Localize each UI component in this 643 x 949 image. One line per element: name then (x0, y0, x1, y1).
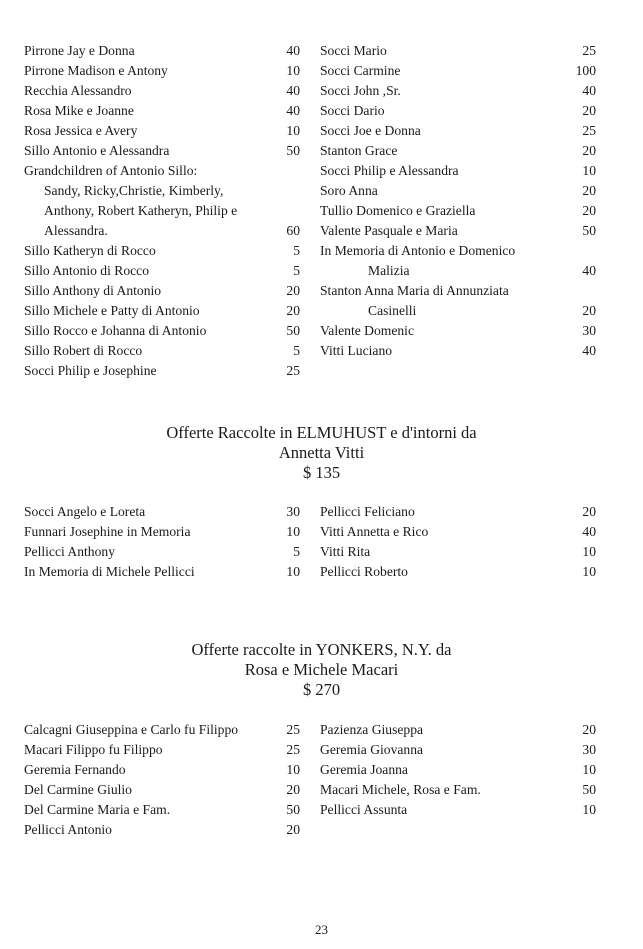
donation-amount: 20 (582, 504, 596, 519)
donor-name: Grandchildren of Antonio Sillo: (24, 163, 198, 178)
donor-name: Funnari Josephine in Memoria (24, 524, 191, 539)
list-item (300, 121, 596, 141)
donation-amount: 40 (582, 343, 596, 358)
list-item (24, 800, 300, 820)
donor-name: Pirrone Madison e Antony (24, 63, 168, 78)
list-item (300, 81, 596, 101)
list-item (24, 101, 300, 121)
list-item (24, 61, 300, 81)
donation-amount: 60 (286, 223, 300, 238)
donation-amount: 50 (286, 143, 300, 158)
list-item (24, 720, 300, 740)
list-item (24, 502, 300, 522)
list-item (24, 241, 300, 261)
donor-name: Sillo Katheryn di Rocco (24, 243, 156, 258)
list-item (24, 341, 300, 361)
donor-name: Del Carmine Maria e Fam. (24, 802, 171, 817)
donation-amount: 10 (582, 762, 596, 777)
donation-amount: 50 (286, 802, 300, 817)
donor-name: Vitti Annetta e Rico (320, 524, 429, 539)
list-item-continuation (300, 261, 596, 281)
list-item (300, 101, 596, 121)
donor-name: Macari Filippo fu Filippo (24, 742, 163, 757)
donation-amount: 5 (293, 263, 300, 278)
donor-name: Socci Carmine (320, 63, 401, 78)
donor-name: Sillo Antonio e Alessandra (24, 143, 170, 158)
donor-name: Socci John ,Sr. (320, 83, 401, 98)
donation-amount: 10 (582, 564, 596, 579)
list-item (300, 542, 596, 562)
donation-amount: 10 (286, 123, 300, 138)
donation-amount: 20 (582, 103, 596, 118)
section3-left-column (24, 720, 300, 840)
donation-amount: 10 (286, 524, 300, 539)
donor-name: In Memoria di Michele Pellicci (24, 564, 195, 579)
list-item (300, 522, 596, 542)
list-item (24, 81, 300, 101)
list-item (24, 562, 300, 582)
donation-amount: 10 (582, 544, 596, 559)
donor-name: Sandy, Ricky,Christie, Kimberly, (44, 183, 224, 198)
list-item (300, 321, 596, 341)
donor-name: Soro Anna (320, 183, 378, 198)
list-item (300, 562, 596, 582)
donation-amount: 20 (582, 143, 596, 158)
donation-amount: 40 (582, 524, 596, 539)
list-item-continuation (300, 301, 596, 321)
list-item (24, 301, 300, 321)
donation-amount: 10 (286, 564, 300, 579)
section1-right-column (300, 41, 596, 381)
donor-name: Pazienza Giuseppa (320, 722, 424, 737)
donation-amount: 20 (286, 303, 300, 318)
section3-heading-line1: Offerte raccolte in YONKERS, N.Y. da (191, 640, 452, 659)
donation-amount: 50 (582, 782, 596, 797)
donor-name: Rosa Jessica e Avery (24, 123, 138, 138)
donor-name: Socci Dario (320, 103, 385, 118)
donor-name: Anthony, Robert Katheryn, Philip e (44, 203, 238, 218)
section2-left-column (24, 502, 300, 582)
list-item (300, 221, 596, 241)
list-item (300, 61, 596, 81)
donation-amount: 10 (582, 802, 596, 817)
donor-name: Geremia Fernando (24, 762, 126, 777)
donation-amount: 25 (582, 43, 596, 58)
donation-amount: 30 (582, 323, 596, 338)
donor-name: Del Carmine Giulio (24, 782, 132, 797)
list-item (300, 181, 596, 201)
list-item (24, 141, 300, 161)
list-item (300, 161, 596, 181)
list-item (24, 542, 300, 562)
donation-amount: 10 (286, 63, 300, 78)
donation-amount: 20 (582, 203, 596, 218)
donor-name: Sillo Robert di Rocco (24, 343, 143, 358)
donation-amount: 40 (582, 263, 596, 278)
donation-amount: 20 (286, 782, 300, 797)
section1-list (24, 41, 596, 381)
donor-name: Malizia (368, 263, 410, 278)
donation-amount: 5 (293, 343, 300, 358)
donor-name: Calcagni Giuseppina e Carlo fu Filippo (24, 722, 239, 737)
list-item (300, 41, 596, 61)
list-item-continuation (24, 201, 300, 221)
donation-amount: 20 (286, 283, 300, 298)
list-item-continuation (24, 181, 300, 201)
donation-amount: 30 (582, 742, 596, 757)
donor-name: Geremia Joanna (320, 762, 408, 777)
section2-list (24, 502, 596, 582)
donor-name: Tullio Domenico e Graziella (320, 203, 476, 218)
donor-name: Recchia Alessandro (24, 83, 132, 98)
donation-amount: 40 (286, 43, 300, 58)
donation-amount: 40 (582, 83, 596, 98)
list-item (24, 121, 300, 141)
section3-heading-line2: Rosa e Michele Macari (244, 660, 399, 679)
donor-name: Valente Pasquale e Maria (320, 223, 458, 238)
list-item (300, 780, 596, 800)
donor-name: Pellicci Antonio (24, 822, 112, 837)
donor-name: Valente Domenic (320, 323, 414, 338)
donor-name: Socci Angelo e Loreta (24, 504, 146, 519)
donor-name: Stanton Anna Maria di Annunziata (320, 283, 509, 298)
donation-amount: 40 (286, 103, 300, 118)
donation-amount: 5 (293, 544, 300, 559)
list-item (300, 740, 596, 760)
list-item (300, 720, 596, 740)
donation-amount: 25 (286, 363, 300, 378)
section3-list (24, 720, 596, 840)
donor-name: Pellicci Anthony (24, 544, 115, 559)
donor-name: Casinelli (368, 303, 417, 318)
section2-heading-line2: Annetta Vitti (278, 443, 365, 462)
donation-amount: 40 (286, 83, 300, 98)
donor-name: Vitti Luciano (320, 343, 393, 358)
list-item (300, 241, 596, 261)
donation-amount: 25 (286, 742, 300, 757)
section3-right-column (300, 720, 596, 840)
donation-amount: 5 (293, 243, 300, 258)
donor-name: Pirrone Jay e Donna (24, 43, 135, 58)
list-item (300, 281, 596, 301)
section2-right-column (300, 502, 596, 582)
donation-amount: 20 (582, 722, 596, 737)
donation-amount: 20 (582, 303, 596, 318)
section2-heading-line1: Offerte Raccolte in ELMUHUST e d'intorni da (166, 423, 477, 442)
donation-amount: 30 (286, 504, 300, 519)
donor-name: Sillo Rocco e Johanna di Antonio (24, 323, 207, 338)
donor-name: Macari Michele, Rosa e Fam. (320, 782, 481, 797)
list-item (24, 261, 300, 281)
donor-name: Pellicci Roberto (320, 564, 408, 579)
donation-amount: 100 (575, 63, 596, 78)
donor-name: Pellicci Assunta (320, 802, 408, 817)
donor-name: Sillo Antonio di Rocco (24, 263, 149, 278)
donor-name: Socci Philip e Alessandra (320, 163, 459, 178)
list-item (24, 321, 300, 341)
list-item (24, 780, 300, 800)
section3-total: $ 270 (302, 680, 341, 699)
donation-amount: 10 (286, 762, 300, 777)
donor-name: Pellicci Feliciano (320, 504, 415, 519)
list-item (24, 361, 300, 381)
donor-name: Geremia Giovanna (320, 742, 424, 757)
section2-total: $ 135 (302, 463, 341, 482)
donation-amount: 10 (582, 163, 596, 178)
list-item (24, 740, 300, 760)
donor-name: Socci Philip e Josephine (24, 363, 157, 378)
donor-name: Sillo Anthony di Antonio (24, 283, 162, 298)
list-item-continuation (24, 221, 300, 241)
list-item (300, 201, 596, 221)
list-item (24, 820, 300, 840)
donor-name: Sillo Michele e Patty di Antonio (24, 303, 200, 318)
donor-name: Socci Mario (320, 43, 387, 58)
donation-amount: 25 (582, 123, 596, 138)
donation-amount: 25 (286, 722, 300, 737)
donation-amount: 20 (286, 822, 300, 837)
list-item (300, 502, 596, 522)
list-item (24, 161, 300, 181)
list-item (24, 760, 300, 780)
list-item (24, 281, 300, 301)
donation-amount: 50 (286, 323, 300, 338)
section1-left-column (24, 41, 300, 381)
list-item (300, 141, 596, 161)
donor-name: Vitti Rita (320, 544, 371, 559)
donor-name: Stanton Grace (320, 143, 398, 158)
list-item (24, 41, 300, 61)
list-item (24, 522, 300, 542)
donation-amount: 50 (582, 223, 596, 238)
list-item (300, 760, 596, 780)
page-number: 23 (315, 922, 328, 937)
donation-amount: 20 (582, 183, 596, 198)
list-item (300, 800, 596, 820)
donor-name: Rosa Mike e Joanne (24, 103, 134, 118)
list-item (300, 341, 596, 361)
donor-name: In Memoria di Antonio e Domenico (320, 243, 516, 258)
donor-name: Socci Joe e Donna (320, 123, 421, 138)
donor-name: Alessandra. (44, 223, 108, 238)
